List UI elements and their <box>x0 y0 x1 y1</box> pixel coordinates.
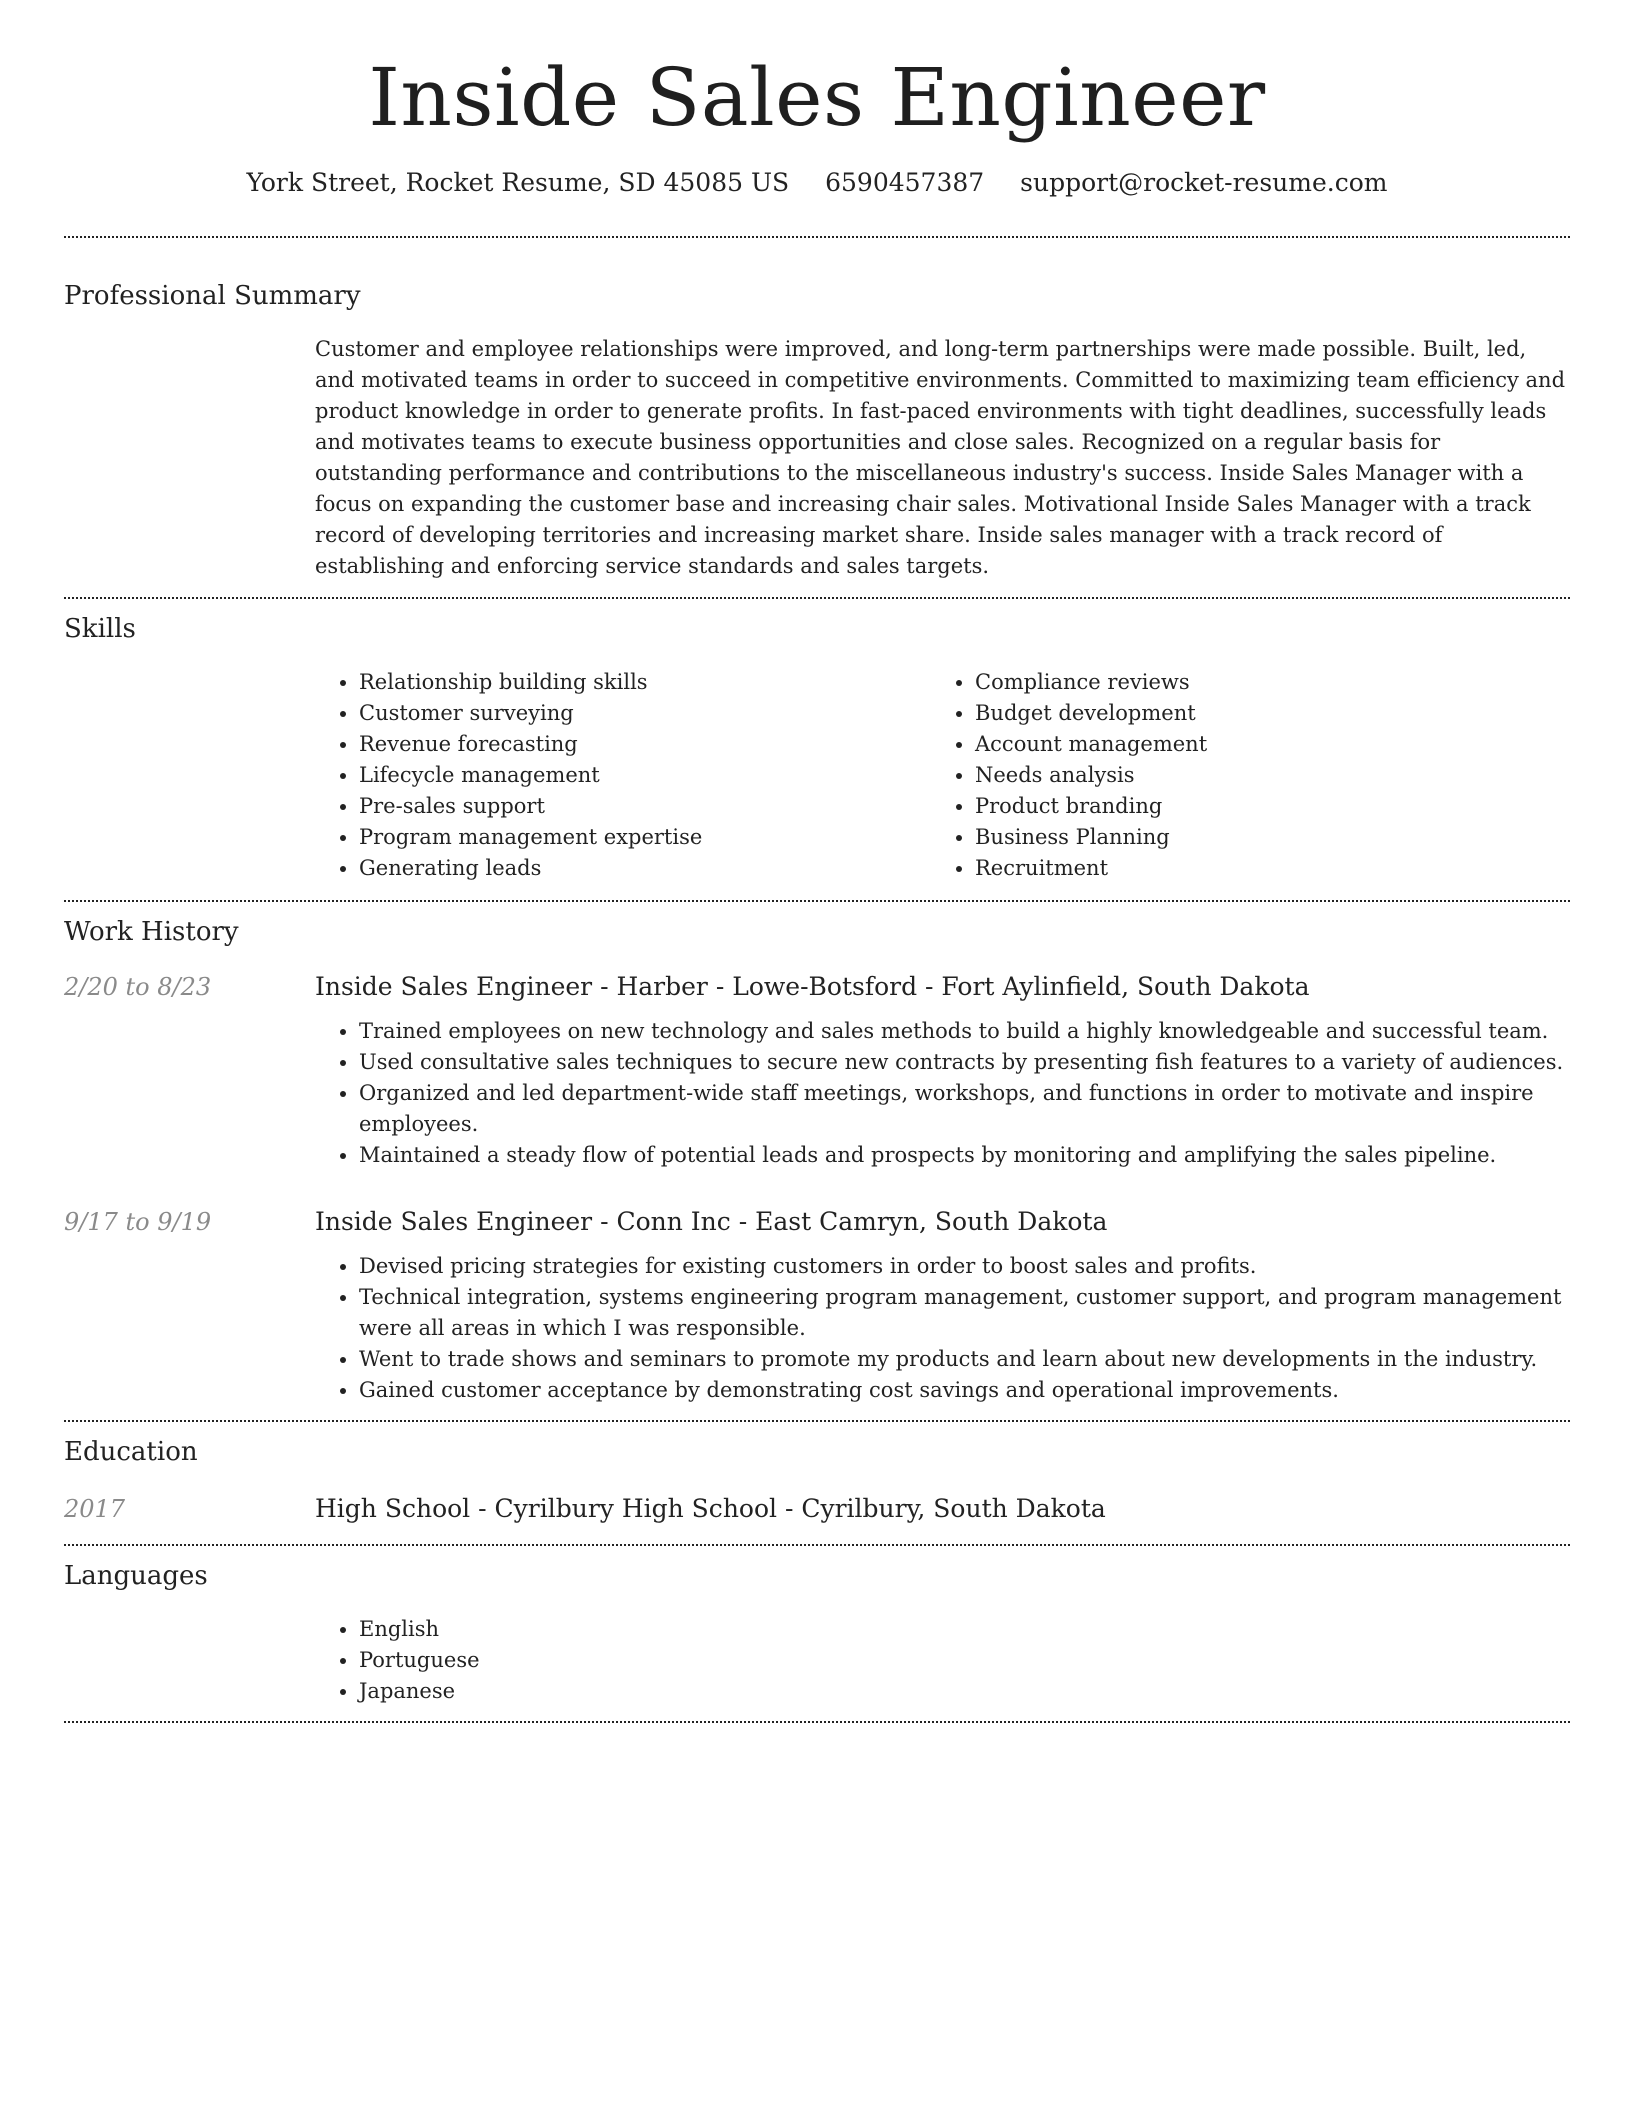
skill-item: • Customer surveying <box>359 698 931 729</box>
resume-header <box>64 0 1570 200</box>
skill-item: • Relationship building skills <box>359 667 931 698</box>
job-entry <box>64 970 1570 1171</box>
job-bullet: • Organized and led department-wide staff meetings, workshops, and functions in order to motivate and inspire employees. <box>359 1078 1570 1140</box>
job-bullet-list <box>315 1251 1570 1406</box>
contact-line <box>64 166 1570 200</box>
skill-item: • Budget development <box>975 698 1547 729</box>
resume-page <box>64 0 1570 1723</box>
divider <box>64 1721 1570 1723</box>
work-title: Work History <box>64 917 239 947</box>
education-title: Education <box>64 1437 198 1467</box>
job-heading: Inside Sales Engineer - Conn Inc - East Camryn, South Dakota <box>315 1207 1108 1236</box>
skills-title: Skills <box>64 614 136 644</box>
skills-grid <box>315 667 1570 884</box>
languages-list <box>315 1614 1570 1707</box>
job-bullet: • Maintained a steady flow of potential leads and prospects by monitoring and amplifying the sales pipeline. <box>359 1140 1570 1171</box>
job-header <box>64 1205 1570 1239</box>
job-entry <box>64 1205 1570 1406</box>
contact-email: support@rocket-resume.com <box>1020 168 1388 197</box>
job-bullet: • Trained employees on new technology and sales methods to build a highly knowledgeable and successful team. <box>359 1016 1570 1047</box>
job-bullet-list <box>315 1016 1570 1171</box>
language-item: • English <box>359 1614 1570 1645</box>
languages-title: Languages <box>64 1561 208 1591</box>
job-header <box>64 970 1570 1004</box>
languages-section <box>64 1546 1570 1707</box>
summary-section <box>64 238 1570 582</box>
summary-content <box>315 334 1570 582</box>
education-heading: High School - Cyrilbury High School - Cyrilbury, South Dakota <box>315 1494 1106 1523</box>
job-bullets <box>315 1251 1570 1406</box>
skills-section <box>64 599 1570 884</box>
job-bullet: • Used consultative sales techniques to secure new contracts by presenting fish features to a variety of audiences. <box>359 1047 1570 1078</box>
skill-item: • Account management <box>975 729 1547 760</box>
job-dates: 2/20 to 8/23 <box>64 973 212 1001</box>
skill-item: • Revenue forecasting <box>359 729 931 760</box>
skill-item: • Generating leads <box>359 853 931 884</box>
languages-content <box>315 1614 1570 1707</box>
skill-item: • Program management expertise <box>359 822 931 853</box>
job-bullet: • Gained customer acceptance by demonstrating cost savings and operational improvements. <box>359 1375 1570 1406</box>
education-section <box>64 1422 1570 1526</box>
skill-item: • Pre-sales support <box>359 791 931 822</box>
skill-item: • Business Planning <box>975 822 1547 853</box>
skill-item: • Product branding <box>975 791 1547 822</box>
summary-title: Professional Summary <box>64 281 361 311</box>
skill-item: • Lifecycle management <box>359 760 931 791</box>
skills-list-left <box>315 667 931 884</box>
skill-item: • Recruitment <box>975 853 1547 884</box>
job-bullet: • Technical integration, systems engineering program management, customer support, and program management were all areas in which I was responsible. <box>359 1282 1570 1344</box>
skills-list-right <box>931 667 1547 884</box>
work-section <box>64 902 1570 1406</box>
education-entry <box>64 1492 1570 1526</box>
job-bullet: • Went to trade shows and seminars to promote my products and learn about new developments in the industry. <box>359 1344 1570 1375</box>
skill-item: • Needs analysis <box>975 760 1547 791</box>
summary-text: Customer and employee relationships were improved, and long-term partnerships were made possible. Built, led, and motivated teams in order to succeed in competitive environments. Committed to maximizing team efficiency and product knowledge in order to generate profits. In fast-paced environments with tight deadlines, successfully leads and motivates teams to execute business opportunities and close sales. Recognized on a regular basis for outstanding performance and contributions to the miscellaneous industry's success. Inside Sales Manager with a focus on expanding the customer base and increasing chair sales. Motivational Inside Sales Manager with a track record of developing territories and increasing market share. Inside sales manager with a track record of establishing and enforcing service standards and sales targets. <box>315 337 1566 578</box>
skill-item: • Compliance reviews <box>975 667 1547 698</box>
contact-address: York Street, Rocket Resume, SD 45085 US <box>246 168 790 197</box>
job-dates: 9/17 to 9/19 <box>64 1208 212 1236</box>
contact-phone: 6590457387 <box>825 168 985 197</box>
job-bullet: • Devised pricing strategies for existing customers in order to boost sales and profits. <box>359 1251 1570 1282</box>
job-heading: Inside Sales Engineer - Harber - Lowe-Botsford - Fort Aylinfield, South Dakota <box>315 972 1310 1001</box>
resume-name: Inside Sales Engineer <box>368 51 1266 144</box>
job-bullets <box>315 1016 1570 1171</box>
language-item: • Japanese <box>359 1676 1570 1707</box>
language-item: • Portuguese <box>359 1645 1570 1676</box>
education-year: 2017 <box>64 1495 126 1523</box>
